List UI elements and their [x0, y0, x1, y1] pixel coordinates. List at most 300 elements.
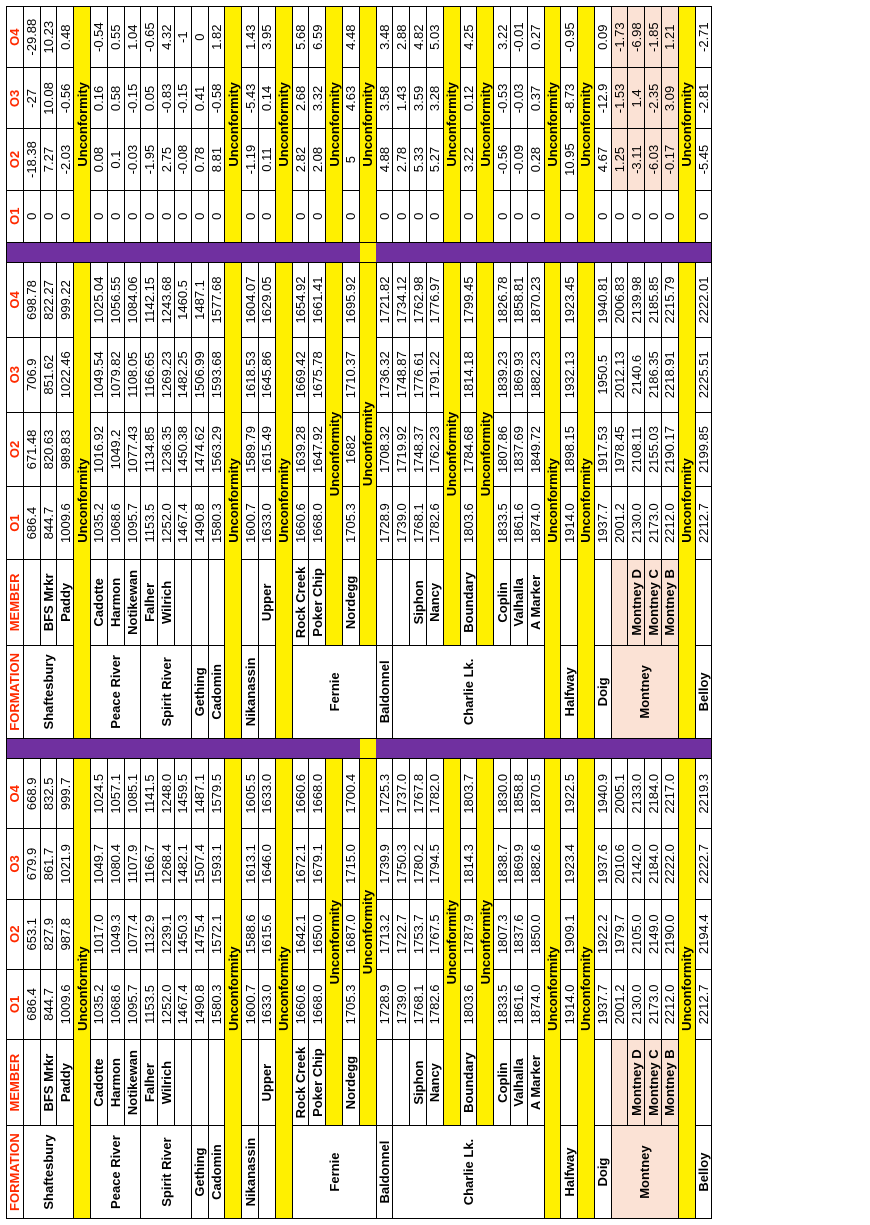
member-name: Coplin — [494, 559, 511, 645]
difference-cell: -1.85 — [645, 7, 662, 68]
value-cell: 1482.25 — [174, 337, 191, 412]
difference-cell: 0 — [158, 190, 175, 242]
unconformity-row — [443, 7, 460, 1219]
value-cell: 1739.9 — [376, 829, 393, 899]
value-cell: 2225.51 — [695, 337, 712, 412]
value-cell: 1728.9 — [376, 969, 393, 1039]
value-cell: 1166.7 — [141, 829, 158, 899]
table-row — [57, 7, 74, 1219]
formation-comparison-table — [6, 6, 712, 1219]
member-name: Notikewan — [124, 559, 141, 645]
unconformity-label: Unconformity — [74, 759, 91, 1219]
difference-cell: 0.05 — [141, 68, 158, 129]
value-cell: 989.83 — [57, 412, 74, 487]
value-cell: 1633.0 — [258, 759, 275, 829]
header-cell: O1 — [7, 969, 24, 1039]
value-cell: 1814.18 — [460, 337, 477, 412]
header-cell: O1 — [7, 487, 24, 559]
difference-cell: 0.78 — [191, 129, 208, 190]
table-row — [174, 7, 191, 1219]
value-cell: 1068.6 — [107, 487, 124, 559]
value-cell: 1937.7 — [594, 487, 611, 559]
value-cell: 1909.1 — [561, 899, 578, 969]
difference-cell: 10.23 — [40, 7, 57, 68]
value-cell: 1837.6 — [510, 899, 527, 969]
difference-cell: 3.48 — [376, 7, 393, 68]
value-cell: 1869.9 — [510, 829, 527, 899]
value-cell: 1642.1 — [292, 899, 309, 969]
value-cell: 1460.5 — [174, 263, 191, 338]
value-cell: 1049.2 — [107, 412, 124, 487]
value-cell: 1618.53 — [242, 337, 259, 412]
value-cell: 1762.98 — [410, 263, 427, 338]
value-cell: 1589.79 — [242, 412, 259, 487]
value-cell: 1932.13 — [561, 337, 578, 412]
formation-name: Charlie Lk. — [393, 645, 544, 738]
value-cell: 1869.93 — [510, 337, 527, 412]
difference-cell: 1.4 — [628, 68, 645, 129]
difference-cell: -0.56 — [57, 68, 74, 129]
difference-cell: 0.58 — [107, 68, 124, 129]
value-cell: 1849.72 — [527, 412, 544, 487]
member-name: Montney D — [628, 559, 645, 645]
table-row — [23, 7, 40, 1219]
value-cell: 2215.79 — [662, 263, 679, 338]
value-cell: 1799.45 — [460, 263, 477, 338]
formation-name: Gething — [191, 645, 208, 738]
value-cell: 1713.2 — [376, 899, 393, 969]
value-cell: 1243.68 — [158, 263, 175, 338]
value-cell: 1700.4 — [342, 759, 359, 829]
member-name: Paddy — [57, 559, 74, 645]
member-name — [695, 559, 712, 645]
difference-cell: 6.59 — [309, 7, 326, 68]
value-cell: 698.78 — [23, 263, 40, 338]
value-cell: 1467.4 — [174, 969, 191, 1039]
value-cell: 1672.1 — [292, 829, 309, 899]
member-name: A Marker — [527, 1040, 544, 1126]
value-cell: 844.7 — [40, 969, 57, 1039]
difference-cell: 5 — [342, 129, 359, 190]
difference-cell: 3.95 — [258, 7, 275, 68]
value-cell: 2006.83 — [611, 263, 628, 338]
difference-cell: 0.09 — [594, 7, 611, 68]
table-row — [662, 7, 679, 1219]
table-row — [158, 7, 175, 1219]
value-cell: 822.27 — [40, 263, 57, 338]
unconformity-label: Unconformity — [544, 263, 561, 739]
formation-name — [258, 645, 275, 738]
member-name: Upper — [258, 1040, 275, 1126]
formation-name: Peace River — [90, 1126, 140, 1219]
difference-cell: 0 — [594, 190, 611, 242]
difference-cell: -0.58 — [208, 68, 225, 129]
table-row — [208, 7, 225, 1219]
difference-cell: 2.75 — [158, 129, 175, 190]
value-cell: 1780.2 — [410, 829, 427, 899]
difference-cell: 0 — [611, 190, 628, 242]
value-cell: 1861.6 — [510, 487, 527, 559]
unconformity-label: Unconformity — [678, 263, 695, 739]
difference-cell: 0 — [393, 190, 410, 242]
unconformity-label: Unconformity — [544, 759, 561, 1219]
header-cell: O4 — [7, 759, 24, 829]
difference-cell: 0.11 — [258, 129, 275, 190]
member-name — [594, 559, 611, 645]
value-cell: 1615.49 — [258, 412, 275, 487]
difference-cell: 1.21 — [662, 7, 679, 68]
difference-cell: 0.16 — [90, 68, 107, 129]
difference-cell: 0 — [191, 190, 208, 242]
value-cell: 1646.0 — [258, 829, 275, 899]
difference-cell: 1.82 — [208, 7, 225, 68]
value-cell: 1588.6 — [242, 899, 259, 969]
value-cell: 2133.0 — [628, 759, 645, 829]
value-cell: 2155.03 — [645, 412, 662, 487]
header-row — [7, 7, 24, 1219]
difference-cell: 0 — [174, 190, 191, 242]
value-cell: 1807.3 — [494, 899, 511, 969]
difference-cell: -1.53 — [611, 68, 628, 129]
unconformity-label: Unconformity — [544, 7, 561, 243]
member-name — [208, 1040, 225, 1126]
difference-cell: 0 — [191, 7, 208, 68]
value-cell: 1794.5 — [426, 829, 443, 899]
value-cell: 2219.3 — [695, 759, 712, 829]
member-name: BFS Mrkr — [40, 559, 57, 645]
formation-name — [258, 1126, 275, 1219]
value-cell: 1132.9 — [141, 899, 158, 969]
value-cell: 1049.7 — [90, 829, 107, 899]
value-cell: 1153.5 — [141, 487, 158, 559]
header-cell: O3 — [7, 337, 24, 412]
value-cell: 1978.45 — [611, 412, 628, 487]
member-name: Montney C — [645, 559, 662, 645]
member-name: Nancy — [426, 1040, 443, 1126]
member-name: Montney C — [645, 1040, 662, 1126]
value-cell: 1080.4 — [107, 829, 124, 899]
value-cell: 1762.23 — [426, 412, 443, 487]
value-cell: 1142.15 — [141, 263, 158, 338]
value-cell: 1572.1 — [208, 899, 225, 969]
difference-cell: 0 — [208, 190, 225, 242]
formation-name: Shaftesbury — [23, 1126, 73, 1219]
difference-cell: -0.03 — [124, 129, 141, 190]
difference-cell: 0 — [460, 190, 477, 242]
value-cell: 1767.8 — [410, 759, 427, 829]
member-name: Poker Chip — [309, 1040, 326, 1126]
value-cell: 1035.2 — [90, 969, 107, 1039]
unconformity-row — [326, 7, 343, 1219]
value-cell: 1898.15 — [561, 412, 578, 487]
difference-cell: 0 — [527, 190, 544, 242]
difference-cell: -0.01 — [510, 7, 527, 68]
table-row — [494, 7, 511, 1219]
value-cell: 844.7 — [40, 487, 57, 559]
unconformity-label: Unconformity — [326, 7, 343, 243]
member-name: Cadotte — [90, 559, 107, 645]
difference-cell: 0.41 — [191, 68, 208, 129]
difference-cell: 0.08 — [90, 129, 107, 190]
difference-cell: -0.17 — [662, 129, 679, 190]
value-cell: 1708.32 — [376, 412, 393, 487]
value-cell: 2130.0 — [628, 969, 645, 1039]
value-cell: 1633.0 — [258, 969, 275, 1039]
value-cell: 1728.9 — [376, 487, 393, 559]
value-cell: 1882.6 — [527, 829, 544, 899]
unconformity-label: Unconformity — [443, 263, 460, 646]
member-name: Montney B — [662, 1040, 679, 1126]
value-cell: 1776.61 — [410, 337, 427, 412]
member-name: Wilrich — [158, 559, 175, 645]
value-cell: 2222.7 — [695, 829, 712, 899]
value-cell: 1450.3 — [174, 899, 191, 969]
difference-cell: 3.59 — [410, 68, 427, 129]
value-cell: 999.7 — [57, 759, 74, 829]
value-cell: 827.9 — [40, 899, 57, 969]
member-name — [242, 1040, 259, 1126]
value-cell: 1085.1 — [124, 759, 141, 829]
value-cell: 1613.1 — [242, 829, 259, 899]
table-row — [611, 7, 628, 1219]
value-cell: 1748.87 — [393, 337, 410, 412]
unconformity-label: Unconformity — [578, 759, 595, 1219]
value-cell: 1016.92 — [90, 412, 107, 487]
value-cell: 1850.0 — [527, 899, 544, 969]
unconformity-row — [578, 7, 595, 1219]
difference-cell: 8.81 — [208, 129, 225, 190]
difference-cell: -0.08 — [174, 129, 191, 190]
unconformity-row — [74, 7, 91, 1219]
difference-cell: 1.43 — [242, 7, 259, 68]
value-cell: 2212.7 — [695, 969, 712, 1039]
value-cell: 1753.7 — [410, 899, 427, 969]
value-cell: 2190.0 — [662, 899, 679, 969]
value-cell: 2130.0 — [628, 487, 645, 559]
value-cell: 1814.3 — [460, 829, 477, 899]
value-cell: 1248.0 — [158, 759, 175, 829]
difference-cell: -0.54 — [90, 7, 107, 68]
table-row — [695, 7, 712, 1219]
unconformity-label: Unconformity — [275, 7, 292, 243]
difference-cell: 0.12 — [460, 68, 477, 129]
value-cell: 1940.9 — [594, 759, 611, 829]
member-name: Montney B — [662, 559, 679, 645]
member-name — [561, 1040, 578, 1126]
table-row — [40, 7, 57, 1219]
header-cell: MEMBER — [7, 1040, 24, 1126]
difference-cell: -2.81 — [695, 68, 712, 129]
value-cell: 1593.1 — [208, 829, 225, 899]
value-cell: 1600.7 — [242, 969, 259, 1039]
difference-cell: 1.43 — [393, 68, 410, 129]
value-cell: 1487.1 — [191, 759, 208, 829]
value-cell: 1721.82 — [376, 263, 393, 338]
header-cell: O1 — [7, 190, 24, 242]
formation-name: Doig — [594, 1126, 611, 1219]
difference-cell: 2.68 — [292, 68, 309, 129]
table-row — [309, 7, 326, 1219]
value-cell: 1025.04 — [90, 263, 107, 338]
value-cell: 671.48 — [23, 412, 40, 487]
value-cell: 2010.6 — [611, 829, 628, 899]
value-cell: 1593.68 — [208, 337, 225, 412]
difference-cell: 0 — [695, 190, 712, 242]
member-name — [191, 559, 208, 645]
difference-cell: -1.19 — [242, 129, 259, 190]
difference-cell: 1.04 — [124, 7, 141, 68]
value-cell: 1252.0 — [158, 969, 175, 1039]
value-cell: 1615.6 — [258, 899, 275, 969]
value-cell: 2194.4 — [695, 899, 712, 969]
value-cell: 1833.5 — [494, 969, 511, 1039]
table-row — [342, 7, 359, 1219]
difference-cell: 0 — [426, 190, 443, 242]
value-cell: 1682 — [342, 412, 359, 487]
unconformity-row — [359, 7, 376, 1219]
value-cell: 1639.28 — [292, 412, 309, 487]
value-cell: 2001.2 — [611, 487, 628, 559]
table-row — [410, 7, 427, 1219]
member-name — [23, 1040, 40, 1126]
unconformity-label: Unconformity — [74, 7, 91, 243]
difference-cell: 4.63 — [342, 68, 359, 129]
difference-cell: -0.09 — [510, 129, 527, 190]
value-cell: 1861.6 — [510, 969, 527, 1039]
difference-cell: -27 — [23, 68, 40, 129]
value-cell: 1580.3 — [208, 487, 225, 559]
unconformity-label: Unconformity — [578, 263, 595, 739]
unconformity-label: Unconformity — [326, 759, 343, 1126]
difference-cell: 0 — [107, 190, 124, 242]
unconformity-row — [225, 7, 242, 1219]
formation-name: Nikanassin — [242, 645, 259, 738]
table-row — [258, 7, 275, 1219]
difference-cell: 1.25 — [611, 129, 628, 190]
difference-cell: 0 — [662, 190, 679, 242]
value-cell: 1838.7 — [494, 829, 511, 899]
difference-cell: 0 — [23, 190, 40, 242]
difference-cell: 3.22 — [460, 129, 477, 190]
value-cell: 2184.0 — [645, 829, 662, 899]
member-name — [561, 559, 578, 645]
value-cell: 1782.0 — [426, 759, 443, 829]
difference-cell: -0.56 — [494, 129, 511, 190]
value-cell: 1049.54 — [90, 337, 107, 412]
value-cell: 1563.29 — [208, 412, 225, 487]
formation-name: Halfway — [561, 645, 578, 738]
value-cell: 820.63 — [40, 412, 57, 487]
difference-cell: 4.67 — [594, 129, 611, 190]
value-cell: 1057.1 — [107, 759, 124, 829]
difference-cell: 2.08 — [309, 129, 326, 190]
difference-cell: 3.32 — [309, 68, 326, 129]
difference-cell: 0 — [242, 190, 259, 242]
difference-cell: 4.88 — [376, 129, 393, 190]
member-name: Boundary — [460, 1040, 477, 1126]
value-cell: 1077.4 — [124, 899, 141, 969]
value-cell: 1937.7 — [594, 969, 611, 1039]
member-name: Falher — [141, 1040, 158, 1126]
value-cell: 1830.0 — [494, 759, 511, 829]
formation-name: Spirit River — [141, 1126, 191, 1219]
value-cell: 653.1 — [23, 899, 40, 969]
unconformity-row — [275, 7, 292, 1219]
table-row — [594, 7, 611, 1219]
value-cell: 1923.4 — [561, 829, 578, 899]
value-cell: 1940.81 — [594, 263, 611, 338]
value-cell: 1022.46 — [57, 337, 74, 412]
difference-cell: 0 — [309, 190, 326, 242]
member-name: Boundary — [460, 559, 477, 645]
header-cell: O2 — [7, 412, 24, 487]
difference-cell: 0 — [40, 190, 57, 242]
difference-cell: -18.38 — [23, 129, 40, 190]
difference-cell: 5.27 — [426, 129, 443, 190]
value-cell: 2173.0 — [645, 487, 662, 559]
value-cell: 1084.06 — [124, 263, 141, 338]
member-name: Coplin — [494, 1040, 511, 1126]
value-cell: 1108.05 — [124, 337, 141, 412]
value-cell: 1239.1 — [158, 899, 175, 969]
formation-name: Belloy — [695, 1126, 712, 1219]
value-cell: 1035.2 — [90, 487, 107, 559]
header-cell: O4 — [7, 263, 24, 338]
member-name: Montney D — [628, 1040, 645, 1126]
difference-cell: 0.37 — [527, 68, 544, 129]
value-cell: 2140.6 — [628, 337, 645, 412]
member-name: Siphon — [410, 1040, 427, 1126]
table-row — [141, 7, 158, 1219]
table-row — [191, 7, 208, 1219]
unconformity-label: Unconformity — [359, 242, 376, 645]
value-cell: 1490.8 — [191, 487, 208, 559]
value-cell: 2222.0 — [662, 829, 679, 899]
member-name — [376, 559, 393, 645]
header-cell: O2 — [7, 899, 24, 969]
table-row — [107, 7, 124, 1219]
formation-name: Fernie — [292, 645, 376, 738]
value-cell: 1739.0 — [393, 487, 410, 559]
table-row — [393, 7, 410, 1219]
difference-cell: -2.71 — [695, 7, 712, 68]
difference-cell: -0.53 — [494, 68, 511, 129]
difference-cell: -8.73 — [561, 68, 578, 129]
member-name — [393, 559, 410, 645]
value-cell: 987.8 — [57, 899, 74, 969]
difference-cell: 0 — [258, 190, 275, 242]
difference-cell: 0 — [342, 190, 359, 242]
value-cell: 1604.07 — [242, 263, 259, 338]
value-cell: 1791.22 — [426, 337, 443, 412]
value-cell: 1737.0 — [393, 759, 410, 829]
value-cell: 1679.1 — [309, 829, 326, 899]
value-cell: 2139.98 — [628, 263, 645, 338]
member-name — [208, 559, 225, 645]
value-cell: 2186.35 — [645, 337, 662, 412]
unconformity-label: Unconformity — [275, 263, 292, 739]
value-cell: 706.9 — [23, 337, 40, 412]
value-cell: 1914.0 — [561, 487, 578, 559]
difference-cell: 3.28 — [426, 68, 443, 129]
value-cell: 1870.5 — [527, 759, 544, 829]
difference-cell: 7.27 — [40, 129, 57, 190]
value-cell: 1668.0 — [309, 487, 326, 559]
value-cell: 1134.85 — [141, 412, 158, 487]
difference-cell: 5.03 — [426, 7, 443, 68]
member-name: Harmon — [107, 559, 124, 645]
member-name: Rock Creek — [292, 559, 309, 645]
